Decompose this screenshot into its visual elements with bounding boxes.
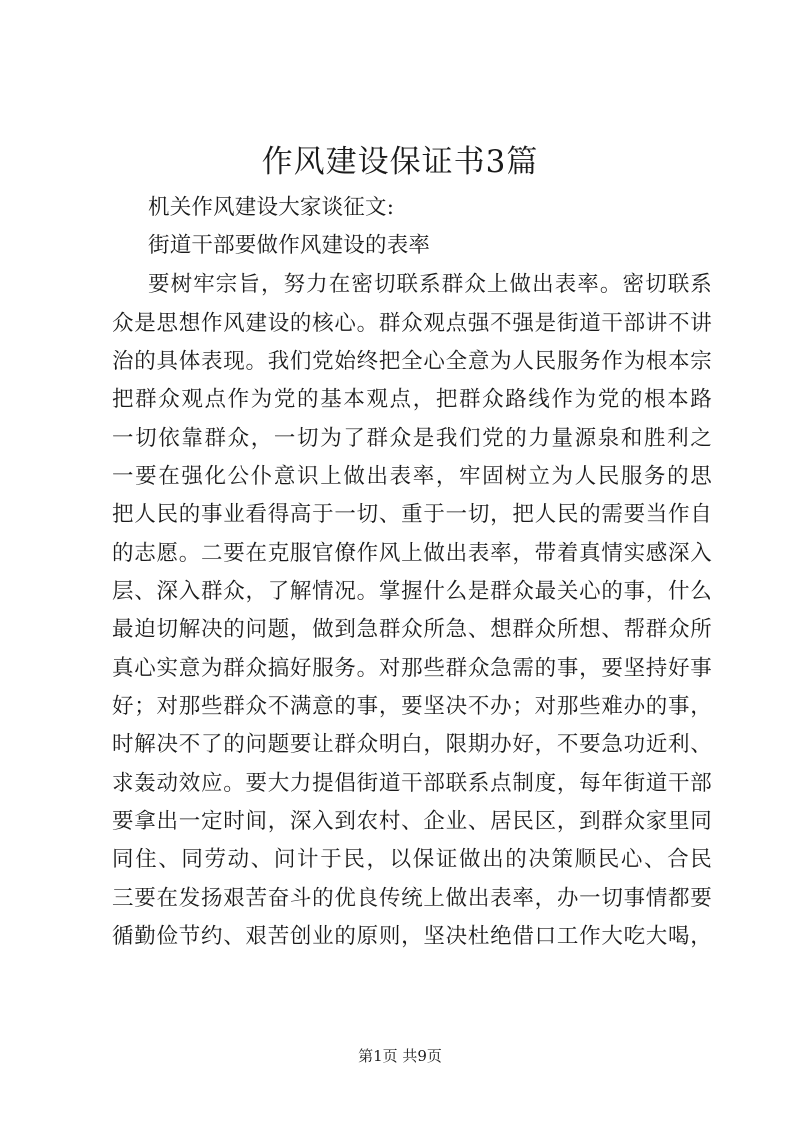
body-line: 三要在发扬艰苦奋斗的优良传统上做出表率，办一切事情都要 bbox=[112, 886, 712, 911]
body-line: 要拿出一定时间，深入到农村、企业、居民区，到群众家里同 bbox=[112, 809, 712, 834]
body-line: 一切依靠群众，一切为了群众是我们党的力量源泉和胜利之 bbox=[112, 426, 712, 451]
body-line: 求轰动效应。要大力提倡街道干部联系点制度，每年街道干部 bbox=[112, 771, 712, 796]
body-line: 好；对那些群众不满意的事，要坚决不办；对那些难办的事， bbox=[112, 694, 712, 719]
page-number-footer: 第1页 共9页 bbox=[358, 1047, 442, 1065]
body-line: 真心实意为群众搞好服务。对那些群众急需的事，要坚持好事 bbox=[112, 656, 712, 681]
body-line: 要树牢宗旨，努力在密切联系群众上做出表率。密切联系 bbox=[148, 272, 712, 297]
body-line: 众是思想作风建设的核心。群众观点强不强是街道干部讲不讲 bbox=[112, 311, 712, 336]
body-line: 一要在强化公仆意识上做出表率，牢固树立为人民服务的思 bbox=[112, 464, 712, 489]
body-line: 同住、同劳动、问计于民，以保证做出的决策顺民心、合民 bbox=[112, 847, 712, 872]
body-line: 层、深入群众，了解情况。掌握什么是群众最关心的事，什么 bbox=[112, 579, 712, 604]
body-line: 把群众观点作为党的基本观点，把群众路线作为党的根本路 bbox=[112, 387, 712, 412]
body-line: 的志愿。二要在克服官僚作风上做出表率，带着真情实感深入 bbox=[112, 541, 712, 566]
body-line: 最迫切解决的问题，做到急群众所急、想群众所想、帮群众所 bbox=[112, 617, 712, 642]
body-line: 把人民的事业看得高于一切、重于一切，把人民的需要当作自 bbox=[112, 502, 712, 527]
body-line: 治的具体表现。我们党始终把全心全意为人民服务作为根本宗 bbox=[112, 349, 712, 374]
subtitle-essay: 机关作风建设大家谈征文: bbox=[148, 195, 395, 220]
subtitle-heading: 街道干部要做作风建设的表率 bbox=[148, 233, 431, 258]
document-title: 作风建设保证书3篇 bbox=[261, 144, 539, 180]
body-line: 时解决不了的问题要让群众明白，限期办好，不要急功近利、 bbox=[112, 732, 712, 757]
body-line: 循勤俭节约、艰苦创业的原则，坚决杜绝借口工作大吃大喝， bbox=[112, 924, 712, 949]
